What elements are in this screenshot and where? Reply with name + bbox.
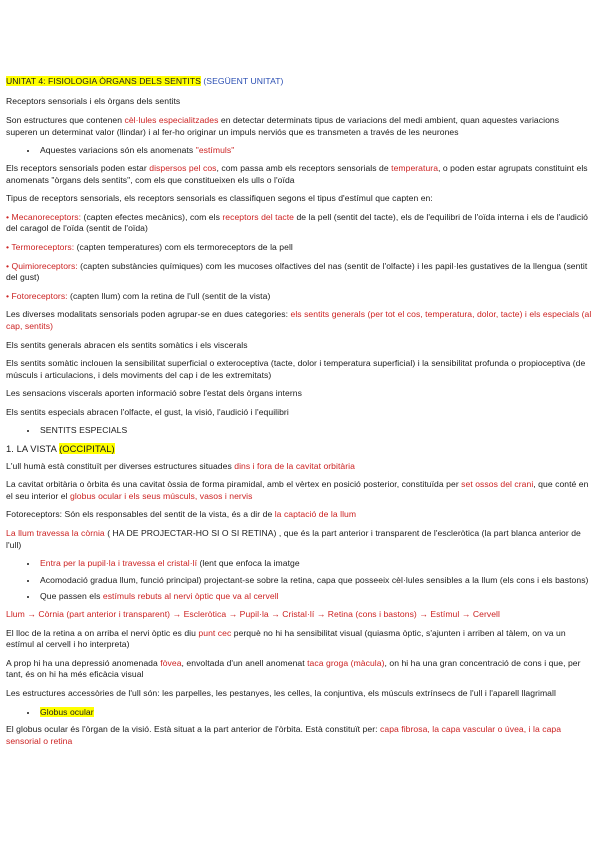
paragraph-accessory-structures: Les estructures accessòries de l'ull són: les parpelles, les pestanyes, les celles, la conjuntiva, els músculs extrínsecs de l'ull i l'aparell llagrimall <box>6 687 556 698</box>
paragraph-blind-spot: El lloc de la retina a on arriba el nervi òptic es diu punt cec perquè no hi ha sensibilitat visual (quiasma òptic, s'ajunten i arriben al tàlem, on va un estímul al cervell i ho interpreta) <box>6 627 566 650</box>
item-termoreceptors: • Termoreceptors: (capten temperatures) com els termoreceptors de la pell <box>6 241 293 252</box>
special-senses-list <box>6 425 592 437</box>
list-item: • Que passen els estímuls rebuts al nervi òptic que va al cervell <box>38 591 592 603</box>
unit-heading <box>6 76 592 88</box>
item-fotoreceptors: • Fotoreceptors: (capten llum) com la retina de l'ull (sentit de la vista) <box>6 290 271 301</box>
list-item: • Entra per la pupil·la i travessa el cristal·lí (lent que enfoca la imatge <box>38 558 592 570</box>
item-mecanoreceptors: • Mecanoreceptors: (capten efectes mecànics), com els receptors del tacte de la pell (sentit del tacte), els de l'equilibri de l'oïda interna i els de l'audició del caragol de l'oïda (sentit de l'oïda) <box>6 211 589 234</box>
paragraph-categories: Les diverses modalitats sensorials poden agrupar-se en dues categories: els sentits generals (per tot el cos, temperatura, dolor, tacte) i els especials (al cap, sentits) <box>6 309 592 331</box>
list-item: • Acomodació gradua llum, funció principal) projectant-se sobre la retina, capa que posseeix cèl·lules sensibles a la llum (els cons i els bastons) <box>38 575 592 587</box>
globus-list <box>6 707 592 719</box>
paragraph-eye-structures: L'ull humà està constituït per diverses estructures situades dins i fora de la cavitat orbitària <box>6 460 355 471</box>
paragraph-visceral-senses: Les sensacions viscerals aporten informació sobre l'estat dels òrgans interns <box>6 388 302 399</box>
vista-heading: 1. LA VISTA (OCCIPITAL) <box>6 443 115 455</box>
receptors-heading: Receptors sensorials i els òrgans dels sentits <box>6 95 181 106</box>
paragraph-photoreceptors: Fotoreceptors: Són els responsables del sentit de la vista, és a dir de la captació de la llum <box>6 509 357 520</box>
list-item: • SENTITS ESPECIALS <box>38 425 592 437</box>
paragraph-special-senses: Els sentits especials abracen l'olfacte, el gust, la visió, l'audició i l'equilibri <box>6 406 289 417</box>
paragraph-somatic-senses: Els sentits somàtic inclouen la sensibilitat superficial o exteroceptiva (tacte, dolor i temperatura superficial) i la sensibilitat profunda o propioceptiva (de músculs i articulacions, i dels moviments del cap i de les extremitats) <box>6 358 586 380</box>
list-item: • Globus ocular <box>38 707 592 719</box>
paragraph-receptor-distribution: Els receptors sensorials poden estar dispersos pel cos, com passa amb els receptors sensorials de temperatura, o poden estar agrupats constituint els anomenats "òrgans dels sentits", com els que constitueixen els ulls o l'oïda <box>6 162 588 185</box>
paragraph-receptors-definition: Son estructures que contenen cèl·lules especialitzades en detectar determinats tipus de variacions del medi ambient, quan aquestes variacions superen un determinat valor (llindar) i al fer-ho originar un impuls nerviós que es transmeten a través de les neurones <box>6 115 560 137</box>
light-path-list <box>6 558 592 603</box>
unit-note: (SEGÜENT UNITAT) <box>203 76 284 86</box>
paragraph-cornea: La llum travessa la còrnia ( HA DE PROJECTAR-HO SI O SI RETINA) , que és la part anterior i transparent de l'escleròtica (la part blanca anterior de l'ull) <box>6 528 581 550</box>
light-chain: Llum → Còrnia (part anterior i transparent) → Escleròtica → Pupil·la → Cristal·lí → Retina (cons i bastons) → Estímul → Cervell <box>6 609 500 619</box>
paragraph-fovea: A prop hi ha una depressió anomenada fòvea, envoltada d'un anell anomenat taca groga (màcula), on hi ha una gran concentració de cons i que, per tant, és on hi ha més eficàcia visual <box>6 657 581 680</box>
paragraph-general-senses: Els sentits generals abracen els sentits somàtics i els viscerals <box>6 339 248 350</box>
item-quimioreceptors: • Quimioreceptors: (capten substàncies químiques) com les mucoses olfactives del nas (sentit de l'olfacte) i les papil·les gustatives de la llengua (sentit del gust) <box>6 260 588 283</box>
list-item: • Aquestes variacions són els anomenats "estímuls" <box>38 145 592 157</box>
paragraph-receptor-types: Tipus de receptors sensorials, els receptors sensorials es classifiquen segons el tipus d'estímul que capten en: <box>6 193 433 204</box>
estimuls-list <box>6 145 592 157</box>
paragraph-globus: El globus ocular és l'òrgan de la visió. Està situat a la part anterior de l'òrbita. Està constituït per: capa fibrosa, la capa vascular o úvea, i la capa sensorial o retina <box>6 724 562 746</box>
paragraph-orbit: La cavitat orbitària o òrbita és una cavitat òssia de forma piramidal, amb el vèrtex en posició posterior, constituïda per set ossos del crani, que conté en el seu interior el globus ocular i els seus músculs, vasos i nervis <box>6 479 589 501</box>
unit-title: UNITAT 4: FISIOLOGIA ÒRGANS DELS SENTITS <box>6 76 201 86</box>
